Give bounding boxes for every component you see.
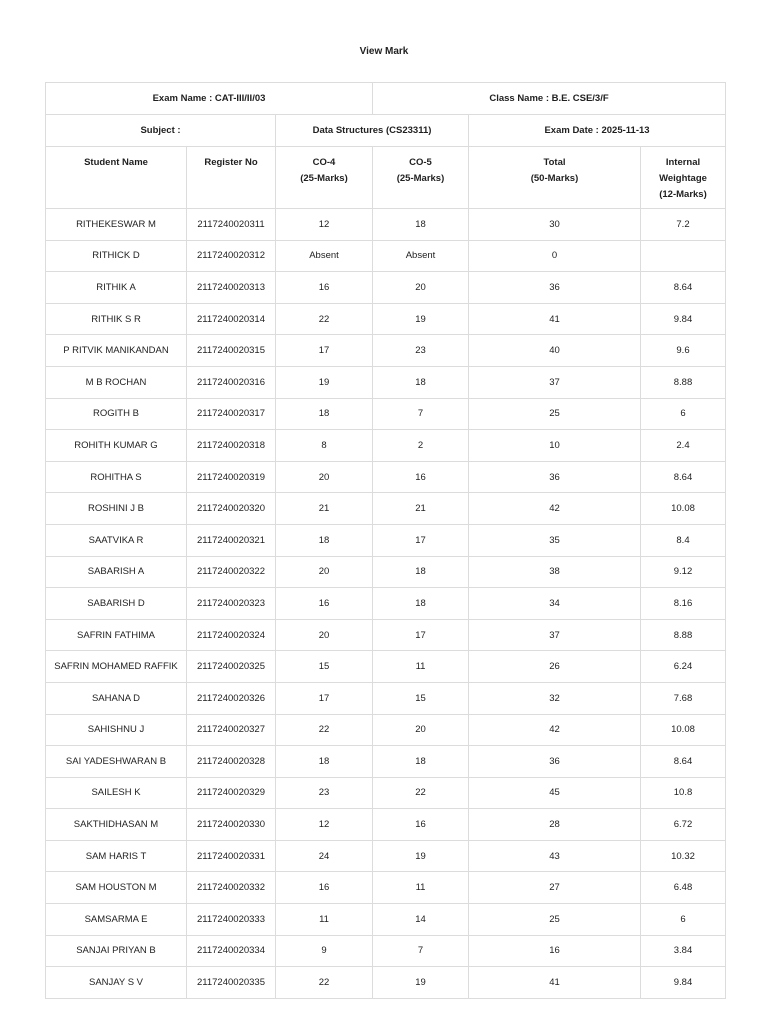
internal-weightage: 7.68	[641, 682, 726, 714]
co5-mark: 16	[373, 461, 469, 493]
exam-name: Exam Name : CAT-III/II/03	[46, 83, 373, 115]
register-no: 2117240020329	[187, 777, 276, 809]
header-co5: CO-5 (25-Marks)	[373, 147, 469, 209]
table-row	[46, 240, 726, 272]
total-mark: 41	[469, 303, 641, 335]
exam-date: Exam Date : 2025-11-13	[469, 115, 726, 147]
table-row	[46, 746, 726, 778]
student-name: SANJAY S V	[46, 967, 187, 999]
total-mark: 42	[469, 493, 641, 525]
total-mark: 42	[469, 714, 641, 746]
co5-mark: 21	[373, 493, 469, 525]
student-name: P RITVIK MANIKANDAN	[46, 335, 187, 367]
marks-table	[45, 82, 726, 999]
register-no: 2117240020320	[187, 493, 276, 525]
class-name: Class Name : B.E. CSE/3/F	[373, 83, 726, 115]
internal-weightage: 8.88	[641, 619, 726, 651]
co4-mark: 21	[276, 493, 373, 525]
student-name: SABARISH D	[46, 588, 187, 620]
register-no: 2117240020313	[187, 272, 276, 304]
internal-weightage: 8.4	[641, 524, 726, 556]
table-row	[46, 493, 726, 525]
co4-mark: 16	[276, 588, 373, 620]
co5-mark: 19	[373, 967, 469, 999]
register-no: 2117240020315	[187, 335, 276, 367]
co4-mark: 9	[276, 935, 373, 967]
co4-mark: 24	[276, 840, 373, 872]
total-mark: 36	[469, 746, 641, 778]
internal-weightage: 9.84	[641, 303, 726, 335]
internal-weightage: 7.2	[641, 209, 726, 241]
total-mark: 38	[469, 556, 641, 588]
table-row	[46, 872, 726, 904]
co4-mark: Absent	[276, 240, 373, 272]
co4-mark: 12	[276, 809, 373, 841]
co5-mark: 15	[373, 682, 469, 714]
total-mark: 27	[469, 872, 641, 904]
total-mark: 25	[469, 904, 641, 936]
register-no: 2117240020333	[187, 904, 276, 936]
register-no: 2117240020334	[187, 935, 276, 967]
register-no: 2117240020332	[187, 872, 276, 904]
register-no: 2117240020326	[187, 682, 276, 714]
internal-weightage: 2.4	[641, 430, 726, 462]
register-no: 2117240020314	[187, 303, 276, 335]
student-name: SAM HARIS T	[46, 840, 187, 872]
subject-value: Data Structures (CS23311)	[276, 115, 469, 147]
co5-mark: 18	[373, 746, 469, 778]
total-mark: 45	[469, 777, 641, 809]
co5-mark: 19	[373, 303, 469, 335]
internal-weightage: 10.32	[641, 840, 726, 872]
register-no: 2117240020316	[187, 366, 276, 398]
internal-weightage: 8.16	[641, 588, 726, 620]
co5-mark: 20	[373, 714, 469, 746]
co5-mark: 16	[373, 809, 469, 841]
co4-mark: 19	[276, 366, 373, 398]
column-header-row	[46, 147, 726, 209]
table-row	[46, 619, 726, 651]
register-no: 2117240020312	[187, 240, 276, 272]
table-row	[46, 777, 726, 809]
table-row	[46, 682, 726, 714]
register-no: 2117240020335	[187, 967, 276, 999]
total-mark: 37	[469, 619, 641, 651]
exam-info-row	[46, 83, 726, 115]
internal-weightage: 3.84	[641, 935, 726, 967]
register-no: 2117240020322	[187, 556, 276, 588]
internal-weightage: 6	[641, 904, 726, 936]
co5-mark: 23	[373, 335, 469, 367]
page-title: View Mark	[359, 46, 409, 57]
total-mark: 0	[469, 240, 641, 272]
student-name: SAFRIN MOHAMED RAFFIK	[46, 651, 187, 683]
register-no: 2117240020331	[187, 840, 276, 872]
co5-mark: 11	[373, 651, 469, 683]
register-no: 2117240020319	[187, 461, 276, 493]
register-no: 2117240020328	[187, 746, 276, 778]
register-no: 2117240020321	[187, 524, 276, 556]
student-name: RITHEKESWAR M	[46, 209, 187, 241]
student-name: RITHIK S R	[46, 303, 187, 335]
total-mark: 43	[469, 840, 641, 872]
student-name: SAKTHIDHASAN M	[46, 809, 187, 841]
internal-weightage: 9.6	[641, 335, 726, 367]
table-row	[46, 398, 726, 430]
student-name: ROSHINI J B	[46, 493, 187, 525]
co4-mark: 8	[276, 430, 373, 462]
table-row	[46, 651, 726, 683]
table-row	[46, 714, 726, 746]
register-no: 2117240020311	[187, 209, 276, 241]
internal-weightage: 8.64	[641, 746, 726, 778]
student-name: ROGITH B	[46, 398, 187, 430]
internal-weightage: 6.24	[641, 651, 726, 683]
table-row	[46, 556, 726, 588]
internal-weightage: 10.08	[641, 493, 726, 525]
co5-mark: 18	[373, 556, 469, 588]
co5-mark: 18	[373, 366, 469, 398]
co4-mark: 12	[276, 209, 373, 241]
table-row	[46, 461, 726, 493]
co5-mark: 19	[373, 840, 469, 872]
co5-mark: 14	[373, 904, 469, 936]
internal-weightage: 6.48	[641, 872, 726, 904]
co5-mark: Absent	[373, 240, 469, 272]
header-co4: CO-4 (25-Marks)	[276, 147, 373, 209]
total-mark: 34	[469, 588, 641, 620]
total-mark: 35	[469, 524, 641, 556]
total-mark: 37	[469, 366, 641, 398]
table-row	[46, 935, 726, 967]
co5-mark: 2	[373, 430, 469, 462]
table-row	[46, 840, 726, 872]
student-name: ROHITH KUMAR G	[46, 430, 187, 462]
student-name: SAHISHNU J	[46, 714, 187, 746]
table-row	[46, 809, 726, 841]
student-name: SAATVIKA R	[46, 524, 187, 556]
total-mark: 28	[469, 809, 641, 841]
co4-mark: 11	[276, 904, 373, 936]
co4-mark: 18	[276, 524, 373, 556]
internal-weightage: 10.8	[641, 777, 726, 809]
total-mark: 10	[469, 430, 641, 462]
internal-weightage: 10.08	[641, 714, 726, 746]
co4-mark: 20	[276, 556, 373, 588]
student-name: SABARISH A	[46, 556, 187, 588]
student-name: SAM HOUSTON M	[46, 872, 187, 904]
internal-weightage	[641, 240, 726, 272]
co4-mark: 22	[276, 303, 373, 335]
table-row	[46, 904, 726, 936]
register-no: 2117240020323	[187, 588, 276, 620]
subject-label: Subject :	[46, 115, 276, 147]
register-no: 2117240020330	[187, 809, 276, 841]
table-row	[46, 272, 726, 304]
student-name: M B ROCHAN	[46, 366, 187, 398]
co4-mark: 20	[276, 461, 373, 493]
co4-mark: 20	[276, 619, 373, 651]
co5-mark: 20	[373, 272, 469, 304]
co5-mark: 11	[373, 872, 469, 904]
total-mark: 36	[469, 461, 641, 493]
register-no: 2117240020327	[187, 714, 276, 746]
co4-mark: 18	[276, 746, 373, 778]
co5-mark: 7	[373, 935, 469, 967]
header-register-no: Register No	[187, 147, 276, 209]
table-row	[46, 524, 726, 556]
header-student-name: Student Name	[46, 147, 187, 209]
co4-mark: 17	[276, 682, 373, 714]
total-mark: 25	[469, 398, 641, 430]
co4-mark: 18	[276, 398, 373, 430]
table-row	[46, 588, 726, 620]
co4-mark: 16	[276, 272, 373, 304]
co5-mark: 7	[373, 398, 469, 430]
co5-mark: 17	[373, 524, 469, 556]
student-name: SAFRIN FATHIMA	[46, 619, 187, 651]
student-name: SAHANA D	[46, 682, 187, 714]
internal-weightage: 8.64	[641, 272, 726, 304]
co4-mark: 16	[276, 872, 373, 904]
co4-mark: 15	[276, 651, 373, 683]
total-mark: 30	[469, 209, 641, 241]
total-mark: 26	[469, 651, 641, 683]
co4-mark: 17	[276, 335, 373, 367]
header-internal-weightage: Internal Weightage (12-Marks)	[641, 147, 726, 209]
student-name: RITHIK A	[46, 272, 187, 304]
internal-weightage: 9.12	[641, 556, 726, 588]
internal-weightage: 6.72	[641, 809, 726, 841]
register-no: 2117240020324	[187, 619, 276, 651]
co5-mark: 18	[373, 209, 469, 241]
subject-info-row	[46, 115, 726, 147]
co4-mark: 23	[276, 777, 373, 809]
internal-weightage: 6	[641, 398, 726, 430]
total-mark: 36	[469, 272, 641, 304]
student-name: RITHICK D	[46, 240, 187, 272]
table-row	[46, 366, 726, 398]
total-mark: 16	[469, 935, 641, 967]
register-no: 2117240020325	[187, 651, 276, 683]
student-name: SAMSARMA E	[46, 904, 187, 936]
student-name: ROHITHA S	[46, 461, 187, 493]
table-row	[46, 335, 726, 367]
table-row	[46, 303, 726, 335]
internal-weightage: 8.64	[641, 461, 726, 493]
student-name: SANJAI PRIYAN B	[46, 935, 187, 967]
register-no: 2117240020318	[187, 430, 276, 462]
co5-mark: 22	[373, 777, 469, 809]
internal-weightage: 9.84	[641, 967, 726, 999]
table-row	[46, 209, 726, 241]
total-mark: 40	[469, 335, 641, 367]
internal-weightage: 8.88	[641, 366, 726, 398]
co5-mark: 17	[373, 619, 469, 651]
register-no: 2117240020317	[187, 398, 276, 430]
co5-mark: 18	[373, 588, 469, 620]
table-row	[46, 967, 726, 999]
table-row	[46, 430, 726, 462]
total-mark: 32	[469, 682, 641, 714]
header-total: Total (50-Marks)	[469, 147, 641, 209]
co4-mark: 22	[276, 967, 373, 999]
student-name: SAILESH K	[46, 777, 187, 809]
co4-mark: 22	[276, 714, 373, 746]
total-mark: 41	[469, 967, 641, 999]
student-name: SAI YADESHWARAN B	[46, 746, 187, 778]
